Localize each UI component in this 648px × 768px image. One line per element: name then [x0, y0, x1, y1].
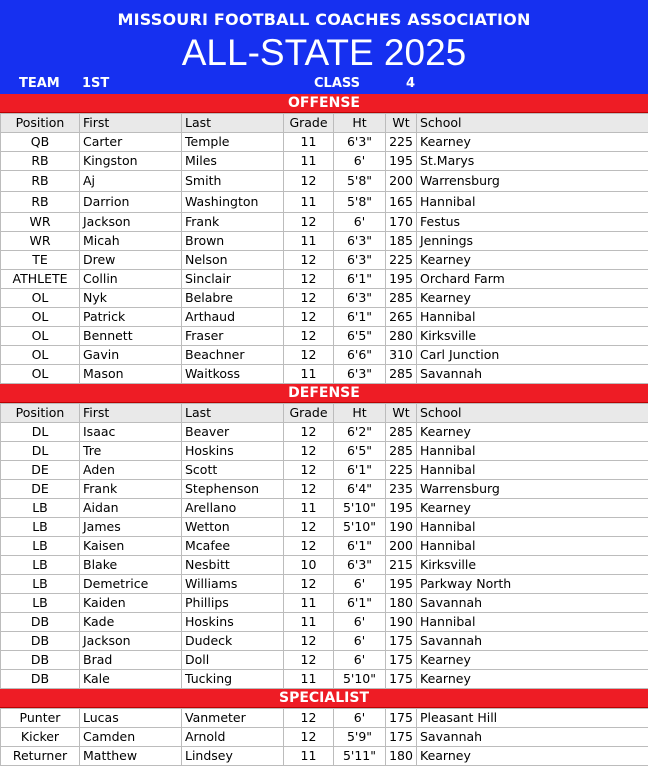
last-cell: Doll: [182, 651, 284, 670]
grade-cell: 12: [284, 289, 334, 308]
weight-cell: 265: [386, 308, 417, 327]
weight-cell: 170: [386, 213, 417, 232]
height-cell: 6'3": [334, 365, 386, 384]
school-cell: Savannah: [417, 632, 648, 651]
height-cell: 6'3": [334, 556, 386, 575]
section-header-specialist: SPECIALIST: [0, 689, 648, 708]
position-cell: DL: [1, 442, 80, 461]
weight-cell: 285: [386, 365, 417, 384]
weight-cell: 190: [386, 613, 417, 632]
school-cell: Hannibal: [417, 442, 648, 461]
school-cell: Hannibal: [417, 461, 648, 480]
first-cell: Patrick: [80, 308, 182, 327]
weight-cell: 190: [386, 518, 417, 537]
height-cell: 6'1": [334, 537, 386, 556]
weight-cell: 215: [386, 556, 417, 575]
grade-cell: 11: [284, 747, 334, 766]
grade-cell: 11: [284, 613, 334, 632]
header-banner: [0, 0, 648, 94]
column-header: Last: [182, 404, 284, 423]
school-cell: Kearney: [417, 651, 648, 670]
school-cell: Parkway North: [417, 575, 648, 594]
grade-cell: 11: [284, 670, 334, 689]
weight-cell: 200: [386, 537, 417, 556]
height-cell: 6'4": [334, 480, 386, 499]
grade-cell: 12: [284, 709, 334, 728]
first-cell: Kale: [80, 670, 182, 689]
height-cell: 6': [334, 213, 386, 232]
grade-cell: 12: [284, 308, 334, 327]
section-header-offense: OFFENSE: [0, 94, 648, 113]
table-row: [1, 171, 648, 192]
grade-cell: 11: [284, 232, 334, 251]
school-cell: Kirksville: [417, 327, 648, 346]
table-row: [1, 670, 648, 689]
school-cell: Jennings: [417, 232, 648, 251]
last-cell: Sinclair: [182, 270, 284, 289]
first-cell: Matthew: [80, 747, 182, 766]
first-cell: Kade: [80, 613, 182, 632]
grade-cell: 12: [284, 651, 334, 670]
weight-cell: 180: [386, 594, 417, 613]
weight-cell: 175: [386, 670, 417, 689]
first-cell: James: [80, 518, 182, 537]
column-header: Wt: [386, 114, 417, 133]
table-row: [1, 327, 648, 346]
class-label: CLASS: [314, 76, 361, 91]
position-cell: DB: [1, 670, 80, 689]
school-cell: Kearney: [417, 499, 648, 518]
column-header: First: [80, 404, 182, 423]
weight-cell: 285: [386, 423, 417, 442]
table-row: [1, 213, 648, 232]
first-cell: Carter: [80, 133, 182, 152]
table-row: [1, 747, 648, 766]
grade-cell: 11: [284, 365, 334, 384]
school-cell: Hannibal: [417, 308, 648, 327]
height-cell: 6'6": [334, 346, 386, 365]
position-cell: OL: [1, 327, 80, 346]
table-row: [1, 537, 648, 556]
table-row: [1, 152, 648, 171]
last-cell: Belabre: [182, 289, 284, 308]
position-cell: RB: [1, 152, 80, 171]
offense-table: [0, 113, 648, 384]
weight-cell: 200: [386, 171, 417, 192]
last-cell: Arellano: [182, 499, 284, 518]
column-header: School: [417, 404, 648, 423]
last-cell: Nelson: [182, 251, 284, 270]
position-cell: Punter: [1, 709, 80, 728]
position-cell: TE: [1, 251, 80, 270]
position-cell: OL: [1, 308, 80, 327]
table-row: [1, 289, 648, 308]
column-header: Last: [182, 114, 284, 133]
position-cell: QB: [1, 133, 80, 152]
table-row: [1, 232, 648, 251]
last-cell: Fraser: [182, 327, 284, 346]
weight-cell: 175: [386, 651, 417, 670]
last-cell: Mcafee: [182, 537, 284, 556]
first-cell: Tre: [80, 442, 182, 461]
column-header: Position: [1, 404, 80, 423]
last-cell: Beaver: [182, 423, 284, 442]
weight-cell: 310: [386, 346, 417, 365]
grade-cell: 11: [284, 152, 334, 171]
column-header: School: [417, 114, 648, 133]
table-row: [1, 270, 648, 289]
height-cell: 6'3": [334, 232, 386, 251]
table-row: [1, 423, 648, 442]
grade-cell: 12: [284, 632, 334, 651]
grade-cell: 12: [284, 480, 334, 499]
height-cell: 6': [334, 575, 386, 594]
position-cell: LB: [1, 594, 80, 613]
height-cell: 6'5": [334, 442, 386, 461]
weight-cell: 185: [386, 232, 417, 251]
school-cell: Festus: [417, 213, 648, 232]
first-cell: Kingston: [80, 152, 182, 171]
grade-cell: 12: [284, 171, 334, 192]
position-cell: DB: [1, 651, 80, 670]
grade-cell: 12: [284, 537, 334, 556]
last-cell: Stephenson: [182, 480, 284, 499]
defense-table: [0, 403, 648, 689]
table-row: [1, 365, 648, 384]
table-row: [1, 442, 648, 461]
weight-cell: 195: [386, 499, 417, 518]
first-cell: Micah: [80, 232, 182, 251]
school-cell: Warrensburg: [417, 171, 648, 192]
height-cell: 5'11": [334, 747, 386, 766]
team-value: 1ST: [82, 76, 110, 91]
grade-cell: 11: [284, 192, 334, 213]
position-cell: RB: [1, 192, 80, 213]
height-cell: 6': [334, 651, 386, 670]
school-cell: Kearney: [417, 251, 648, 270]
weight-cell: 285: [386, 289, 417, 308]
position-cell: ATHLETE: [1, 270, 80, 289]
school-cell: Hannibal: [417, 613, 648, 632]
table-row: [1, 192, 648, 213]
height-cell: 6'1": [334, 308, 386, 327]
first-cell: Aden: [80, 461, 182, 480]
height-cell: 5'10": [334, 499, 386, 518]
first-cell: Darrion: [80, 192, 182, 213]
first-cell: Frank: [80, 480, 182, 499]
height-cell: 5'8": [334, 192, 386, 213]
weight-cell: 235: [386, 480, 417, 499]
height-cell: 5'10": [334, 670, 386, 689]
school-cell: Hannibal: [417, 518, 648, 537]
height-cell: 5'10": [334, 518, 386, 537]
position-cell: DE: [1, 461, 80, 480]
position-cell: LB: [1, 537, 80, 556]
school-cell: Orchard Farm: [417, 270, 648, 289]
class-value: 4: [406, 76, 416, 91]
roster-table-container: [0, 94, 648, 766]
position-cell: LB: [1, 499, 80, 518]
first-cell: Brad: [80, 651, 182, 670]
first-cell: Jackson: [80, 213, 182, 232]
first-cell: Isaac: [80, 423, 182, 442]
column-header: Position: [1, 114, 80, 133]
school-cell: Savannah: [417, 365, 648, 384]
last-cell: Phillips: [182, 594, 284, 613]
height-cell: 6'3": [334, 289, 386, 308]
last-cell: Frank: [182, 213, 284, 232]
table-row: [1, 461, 648, 480]
height-cell: 6'1": [334, 461, 386, 480]
last-cell: Miles: [182, 152, 284, 171]
weight-cell: 225: [386, 461, 417, 480]
table-row: [1, 575, 648, 594]
grade-cell: 12: [284, 461, 334, 480]
first-cell: Bennett: [80, 327, 182, 346]
school-cell: Kearney: [417, 133, 648, 152]
position-cell: DB: [1, 632, 80, 651]
first-cell: Kaiden: [80, 594, 182, 613]
last-cell: Williams: [182, 575, 284, 594]
table-row: [1, 613, 648, 632]
first-cell: Nyk: [80, 289, 182, 308]
first-cell: Gavin: [80, 346, 182, 365]
weight-cell: 285: [386, 442, 417, 461]
school-cell: Savannah: [417, 728, 648, 747]
first-cell: Kaisen: [80, 537, 182, 556]
table-row: [1, 632, 648, 651]
last-cell: Arthaud: [182, 308, 284, 327]
table-row: [1, 709, 648, 728]
column-header: Grade: [284, 404, 334, 423]
last-cell: Arnold: [182, 728, 284, 747]
height-cell: 6'3": [334, 251, 386, 270]
first-cell: Blake: [80, 556, 182, 575]
school-cell: Kearney: [417, 747, 648, 766]
school-cell: Hannibal: [417, 192, 648, 213]
last-cell: Brown: [182, 232, 284, 251]
position-cell: Returner: [1, 747, 80, 766]
first-cell: Demetrice: [80, 575, 182, 594]
school-cell: Carl Junction: [417, 346, 648, 365]
height-cell: 6'5": [334, 327, 386, 346]
table-row: [1, 251, 648, 270]
table-row: [1, 651, 648, 670]
height-cell: 6'1": [334, 270, 386, 289]
grade-cell: 12: [284, 518, 334, 537]
section-header-defense: DEFENSE: [0, 384, 648, 403]
school-cell: Kearney: [417, 670, 648, 689]
team-label: TEAM: [19, 76, 60, 91]
weight-cell: 165: [386, 192, 417, 213]
school-cell: Kirksville: [417, 556, 648, 575]
grade-cell: 11: [284, 133, 334, 152]
first-cell: Aj: [80, 171, 182, 192]
first-cell: Mason: [80, 365, 182, 384]
school-cell: Warrensburg: [417, 480, 648, 499]
position-cell: LB: [1, 575, 80, 594]
table-row: [1, 480, 648, 499]
column-header: Ht: [334, 114, 386, 133]
last-cell: Smith: [182, 171, 284, 192]
height-cell: 6': [334, 709, 386, 728]
school-cell: Savannah: [417, 594, 648, 613]
grade-cell: 11: [284, 499, 334, 518]
first-cell: Jackson: [80, 632, 182, 651]
last-cell: Wetton: [182, 518, 284, 537]
position-cell: LB: [1, 518, 80, 537]
school-cell: Pleasant Hill: [417, 709, 648, 728]
weight-cell: 180: [386, 747, 417, 766]
last-cell: Nesbitt: [182, 556, 284, 575]
height-cell: 6'3": [334, 133, 386, 152]
specialist-table: [0, 708, 648, 766]
height-cell: 6'2": [334, 423, 386, 442]
school-cell: Kearney: [417, 423, 648, 442]
table-row: [1, 594, 648, 613]
column-header-row: [1, 404, 648, 423]
table-row: [1, 346, 648, 365]
height-cell: 5'9": [334, 728, 386, 747]
grade-cell: 10: [284, 556, 334, 575]
grade-cell: 12: [284, 423, 334, 442]
page-title: ALL-STATE 2025: [181, 32, 467, 73]
height-cell: 6'1": [334, 594, 386, 613]
weight-cell: 225: [386, 251, 417, 270]
first-cell: Aidan: [80, 499, 182, 518]
school-cell: St.Marys: [417, 152, 648, 171]
association-name: MISSOURI FOOTBALL COACHES ASSOCIATION: [117, 10, 531, 29]
table-row: [1, 133, 648, 152]
first-cell: Collin: [80, 270, 182, 289]
grade-cell: 12: [284, 728, 334, 747]
grade-cell: 12: [284, 346, 334, 365]
position-cell: LB: [1, 556, 80, 575]
position-cell: RB: [1, 171, 80, 192]
table-row: [1, 556, 648, 575]
height-cell: 6': [334, 632, 386, 651]
column-header: Wt: [386, 404, 417, 423]
height-cell: 6': [334, 613, 386, 632]
height-cell: 6': [334, 152, 386, 171]
last-cell: Dudeck: [182, 632, 284, 651]
grade-cell: 11: [284, 594, 334, 613]
weight-cell: 195: [386, 270, 417, 289]
weight-cell: 175: [386, 728, 417, 747]
column-header: First: [80, 114, 182, 133]
grade-cell: 12: [284, 213, 334, 232]
weight-cell: 195: [386, 152, 417, 171]
column-header-row: [1, 114, 648, 133]
column-header: Ht: [334, 404, 386, 423]
last-cell: Beachner: [182, 346, 284, 365]
last-cell: Washington: [182, 192, 284, 213]
first-cell: Camden: [80, 728, 182, 747]
grade-cell: 12: [284, 575, 334, 594]
grade-cell: 12: [284, 270, 334, 289]
table-row: [1, 518, 648, 537]
table-row: [1, 308, 648, 327]
weight-cell: 175: [386, 709, 417, 728]
weight-cell: 175: [386, 632, 417, 651]
last-cell: Temple: [182, 133, 284, 152]
last-cell: Waitkoss: [182, 365, 284, 384]
height-cell: 5'8": [334, 171, 386, 192]
weight-cell: 225: [386, 133, 417, 152]
position-cell: OL: [1, 365, 80, 384]
table-row: [1, 728, 648, 747]
last-cell: Lindsey: [182, 747, 284, 766]
grade-cell: 12: [284, 251, 334, 270]
position-cell: DE: [1, 480, 80, 499]
position-cell: WR: [1, 213, 80, 232]
weight-cell: 280: [386, 327, 417, 346]
column-header: Grade: [284, 114, 334, 133]
table-row: [1, 499, 648, 518]
grade-cell: 12: [284, 442, 334, 461]
position-cell: OL: [1, 289, 80, 308]
position-cell: Kicker: [1, 728, 80, 747]
first-cell: Drew: [80, 251, 182, 270]
position-cell: DB: [1, 613, 80, 632]
last-cell: Hoskins: [182, 442, 284, 461]
school-cell: Hannibal: [417, 537, 648, 556]
last-cell: Tucking: [182, 670, 284, 689]
position-cell: DL: [1, 423, 80, 442]
last-cell: Scott: [182, 461, 284, 480]
grade-cell: 12: [284, 327, 334, 346]
last-cell: Vanmeter: [182, 709, 284, 728]
last-cell: Hoskins: [182, 613, 284, 632]
weight-cell: 195: [386, 575, 417, 594]
first-cell: Lucas: [80, 709, 182, 728]
school-cell: Kearney: [417, 289, 648, 308]
position-cell: OL: [1, 346, 80, 365]
position-cell: WR: [1, 232, 80, 251]
